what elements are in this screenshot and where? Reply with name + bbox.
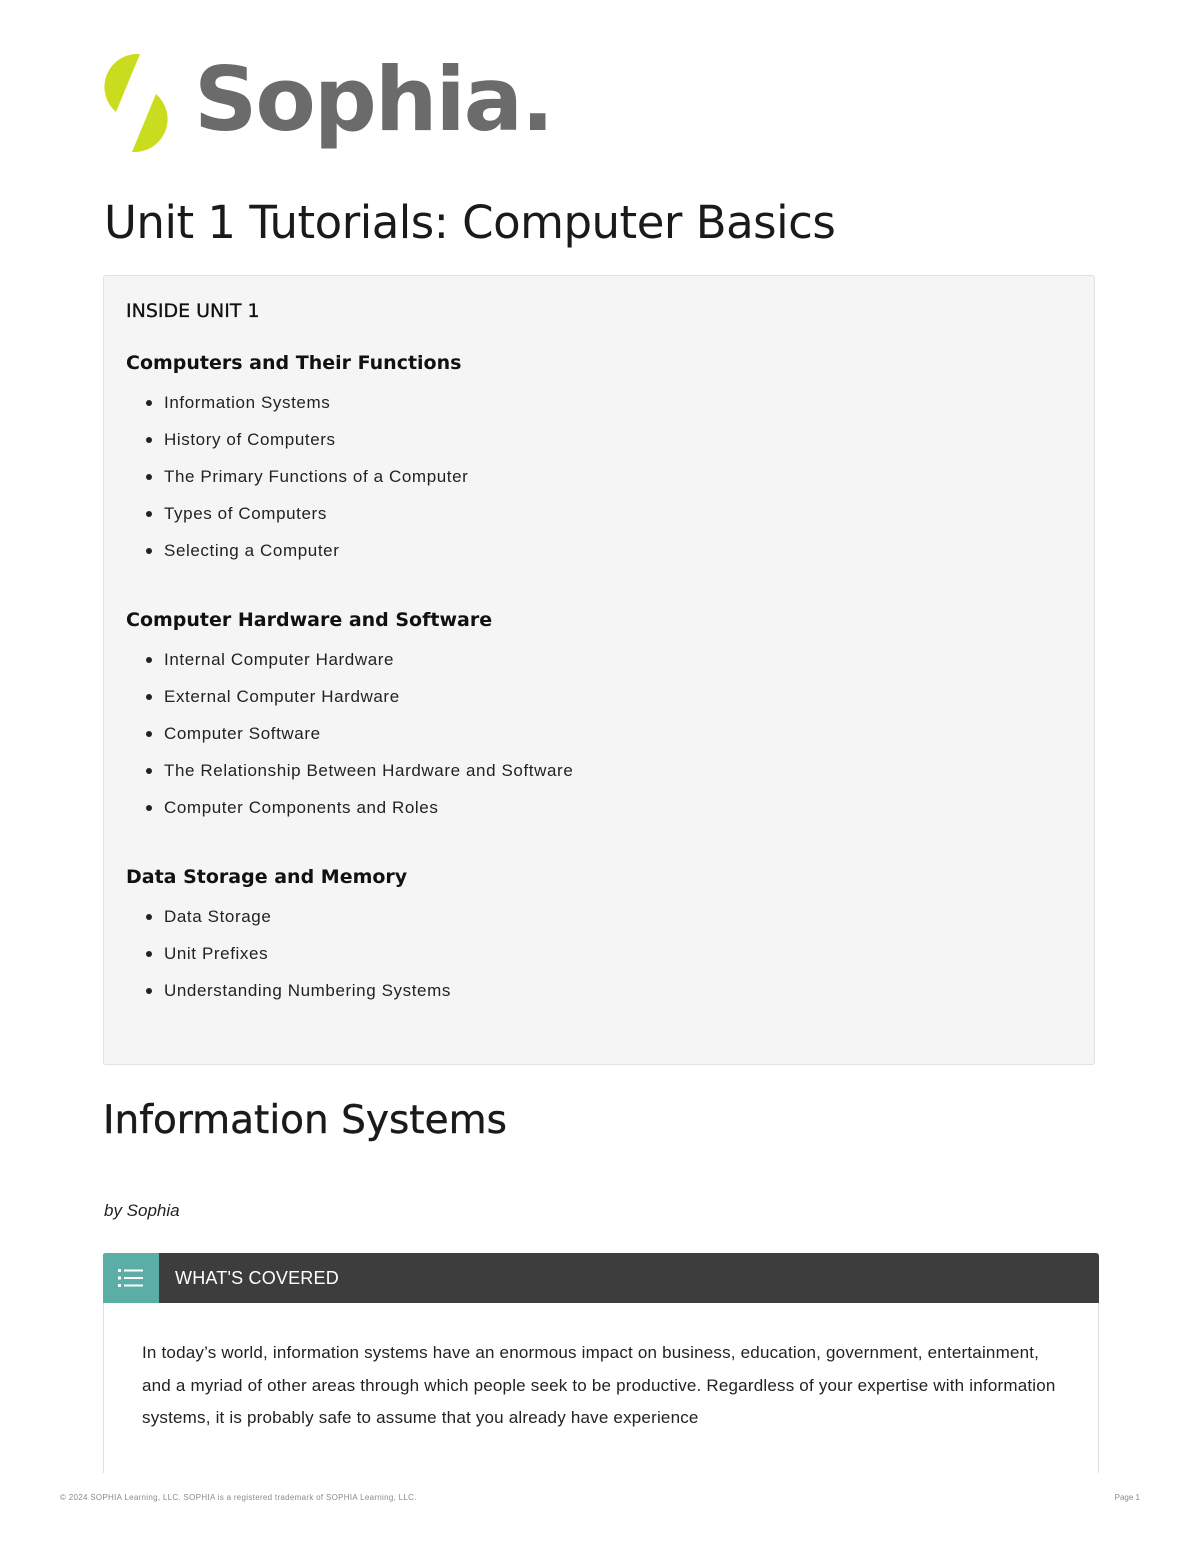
bullet-icon bbox=[146, 768, 152, 774]
unit-group-list bbox=[126, 649, 573, 834]
list-item[interactable]: Computer Components and Roles bbox=[126, 797, 573, 834]
page-title: Unit 1 Tutorials: Computer Basics bbox=[104, 196, 836, 249]
list-item[interactable]: Information Systems bbox=[126, 392, 468, 429]
bullet-icon bbox=[146, 474, 152, 480]
whats-covered-icon-cell bbox=[103, 1253, 159, 1303]
list-item[interactable]: Types of Computers bbox=[126, 503, 468, 540]
unit-group-title: Computer Hardware and Software bbox=[126, 609, 493, 631]
unit-group-list bbox=[126, 906, 451, 1017]
section-title: Information Systems bbox=[103, 1098, 507, 1143]
inside-unit-box bbox=[103, 275, 1095, 1065]
bullet-icon bbox=[146, 805, 152, 811]
list-item[interactable]: Understanding Numbering Systems bbox=[126, 980, 451, 1017]
bullet-icon bbox=[146, 511, 152, 517]
whats-covered-header bbox=[103, 1253, 1099, 1303]
whats-covered-label: WHAT'S COVERED bbox=[175, 1268, 339, 1288]
inside-unit-heading: INSIDE UNIT 1 bbox=[126, 300, 260, 322]
sophia-logo bbox=[100, 48, 553, 154]
list-item[interactable]: History of Computers bbox=[126, 429, 468, 466]
bullet-icon bbox=[146, 400, 152, 406]
list-item[interactable]: Selecting a Computer bbox=[126, 540, 468, 577]
list-item[interactable]: Data Storage bbox=[126, 906, 451, 943]
unit-group bbox=[126, 352, 468, 577]
unit-group bbox=[126, 609, 573, 834]
list-item[interactable]: Unit Prefixes bbox=[126, 943, 451, 980]
list-item[interactable]: External Computer Hardware bbox=[126, 686, 573, 723]
sophia-mark-icon bbox=[100, 52, 172, 154]
bullet-icon bbox=[146, 657, 152, 663]
bullet-icon bbox=[146, 437, 152, 443]
logo-wordmark: Sophia. bbox=[194, 48, 553, 151]
unit-group-list bbox=[126, 392, 468, 577]
bullet-icon bbox=[146, 951, 152, 957]
list-item[interactable]: Computer Software bbox=[126, 723, 573, 760]
footer-page-number: Page 1 bbox=[1114, 1493, 1140, 1502]
bullet-icon bbox=[146, 548, 152, 554]
bullet-icon bbox=[146, 914, 152, 920]
unit-group-title: Computers and Their Functions bbox=[126, 352, 462, 374]
footer-copyright: © 2024 SOPHIA Learning, LLC. SOPHIA is a registered trademark of SOPHIA Learning, LLC. bbox=[60, 1493, 417, 1502]
list-item[interactable]: The Primary Functions of a Computer bbox=[126, 466, 468, 503]
bullet-icon bbox=[146, 694, 152, 700]
whats-covered-body: In today’s world, information systems have an enormous impact on business, education, government, entertainment, and a myriad of other areas through which people seek to be productive. Regardless of your expertise with information systems, it is probably safe to assume that you already have experience bbox=[142, 1343, 1056, 1427]
list-item[interactable]: Internal Computer Hardware bbox=[126, 649, 573, 686]
byline: by Sophia bbox=[104, 1201, 180, 1220]
unit-group-title: Data Storage and Memory bbox=[126, 866, 408, 888]
whats-covered-box bbox=[103, 1253, 1099, 1473]
list-item[interactable]: The Relationship Between Hardware and Software bbox=[126, 760, 573, 797]
bullet-icon bbox=[146, 988, 152, 994]
list-icon bbox=[117, 1267, 145, 1289]
unit-group bbox=[126, 866, 451, 1017]
bullet-icon bbox=[146, 731, 152, 737]
